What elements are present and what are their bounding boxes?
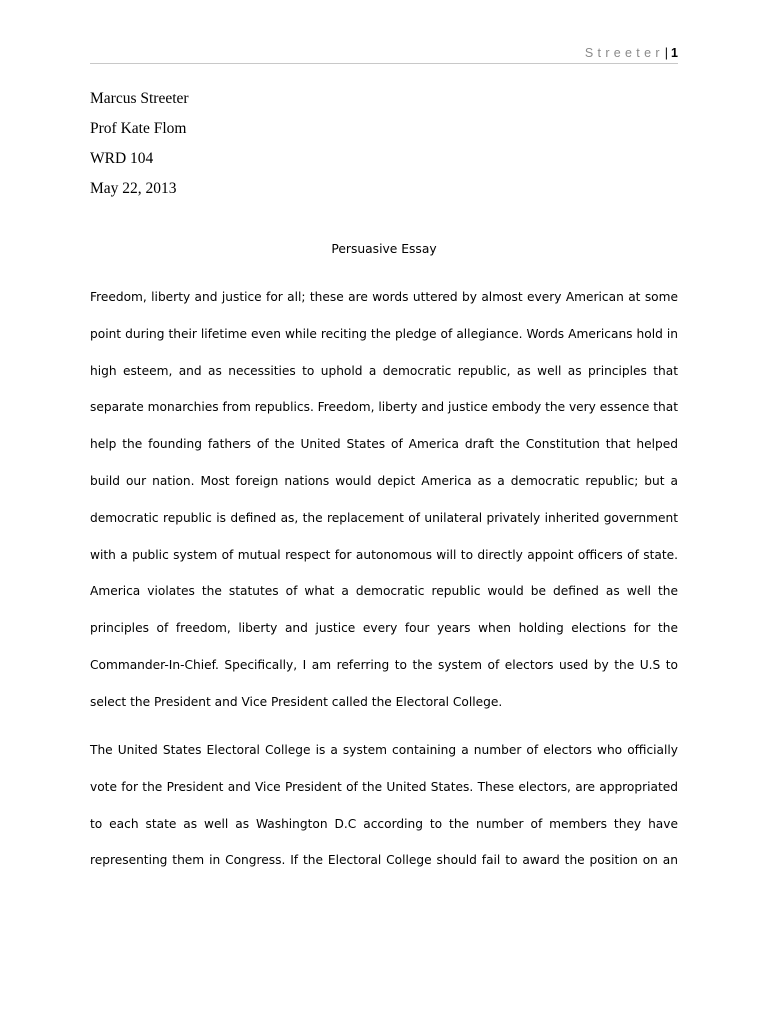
text-line: The United States Electoral College is a system containing a number of electors who officially — [90, 743, 678, 757]
text-line: select the President and Vice President called the Electoral College. — [90, 694, 503, 709]
text-line: principles of freedom, liberty and justice every four years when holding elections for the — [90, 621, 678, 636]
header-author-name: Streeter — [584, 46, 664, 60]
page-number: 1 — [671, 46, 678, 60]
text-line: to each state as well as Washington D.C according to the number of members they have — [90, 816, 678, 831]
text-line: democratic republic is defined as, the replacement of unilateral privately inherited government — [90, 510, 678, 525]
text-line: vote for the President and Vice President of the United States. These electors, are appropriated — [90, 779, 678, 794]
text-line: help the founding fathers of the United States of America draft the Constitution that helped — [90, 437, 678, 452]
date: May 22, 2013 — [90, 180, 177, 197]
header-separator: | — [664, 46, 669, 60]
text-line: with a public system of mutual respect for autonomous will to directly appoint officers of state. — [90, 547, 678, 562]
instructor-name: Prof Kate Flom — [90, 120, 187, 137]
author-name: Marcus Streeter — [90, 90, 189, 107]
text-line: America violates the statutes of what a democratic republic would be defined as well the — [90, 584, 678, 599]
paragraph-1 — [90, 279, 678, 721]
essay-title: Persuasive Essay — [331, 242, 437, 256]
text-line: representing them in Congress. If the Electoral College should fail to award the position on an — [90, 853, 678, 868]
text-line: Commander-In-Chief. Specifically, I am referring to the system of electors used by the U.S to — [90, 657, 678, 672]
text-line: point during their lifetime even while reciting the pledge of allegiance. Words Americans hold in — [90, 326, 678, 341]
mla-heading — [90, 88, 189, 208]
course-name: WRD 104 — [90, 150, 154, 167]
text-line: separate monarchies from republics. Freedom, liberty and justice embody the very essence that — [90, 400, 678, 415]
paragraph-2 — [90, 732, 678, 879]
text-line: Freedom, liberty and justice for all; these are words uttered by almost every American at some — [90, 290, 678, 304]
page-header — [90, 45, 678, 64]
text-line: high esteem, and as necessities to uphold a democratic republic, as well as principles that — [90, 363, 678, 378]
text-line: build our nation. Most foreign nations would depict America as a democratic republic; but a — [90, 473, 678, 488]
